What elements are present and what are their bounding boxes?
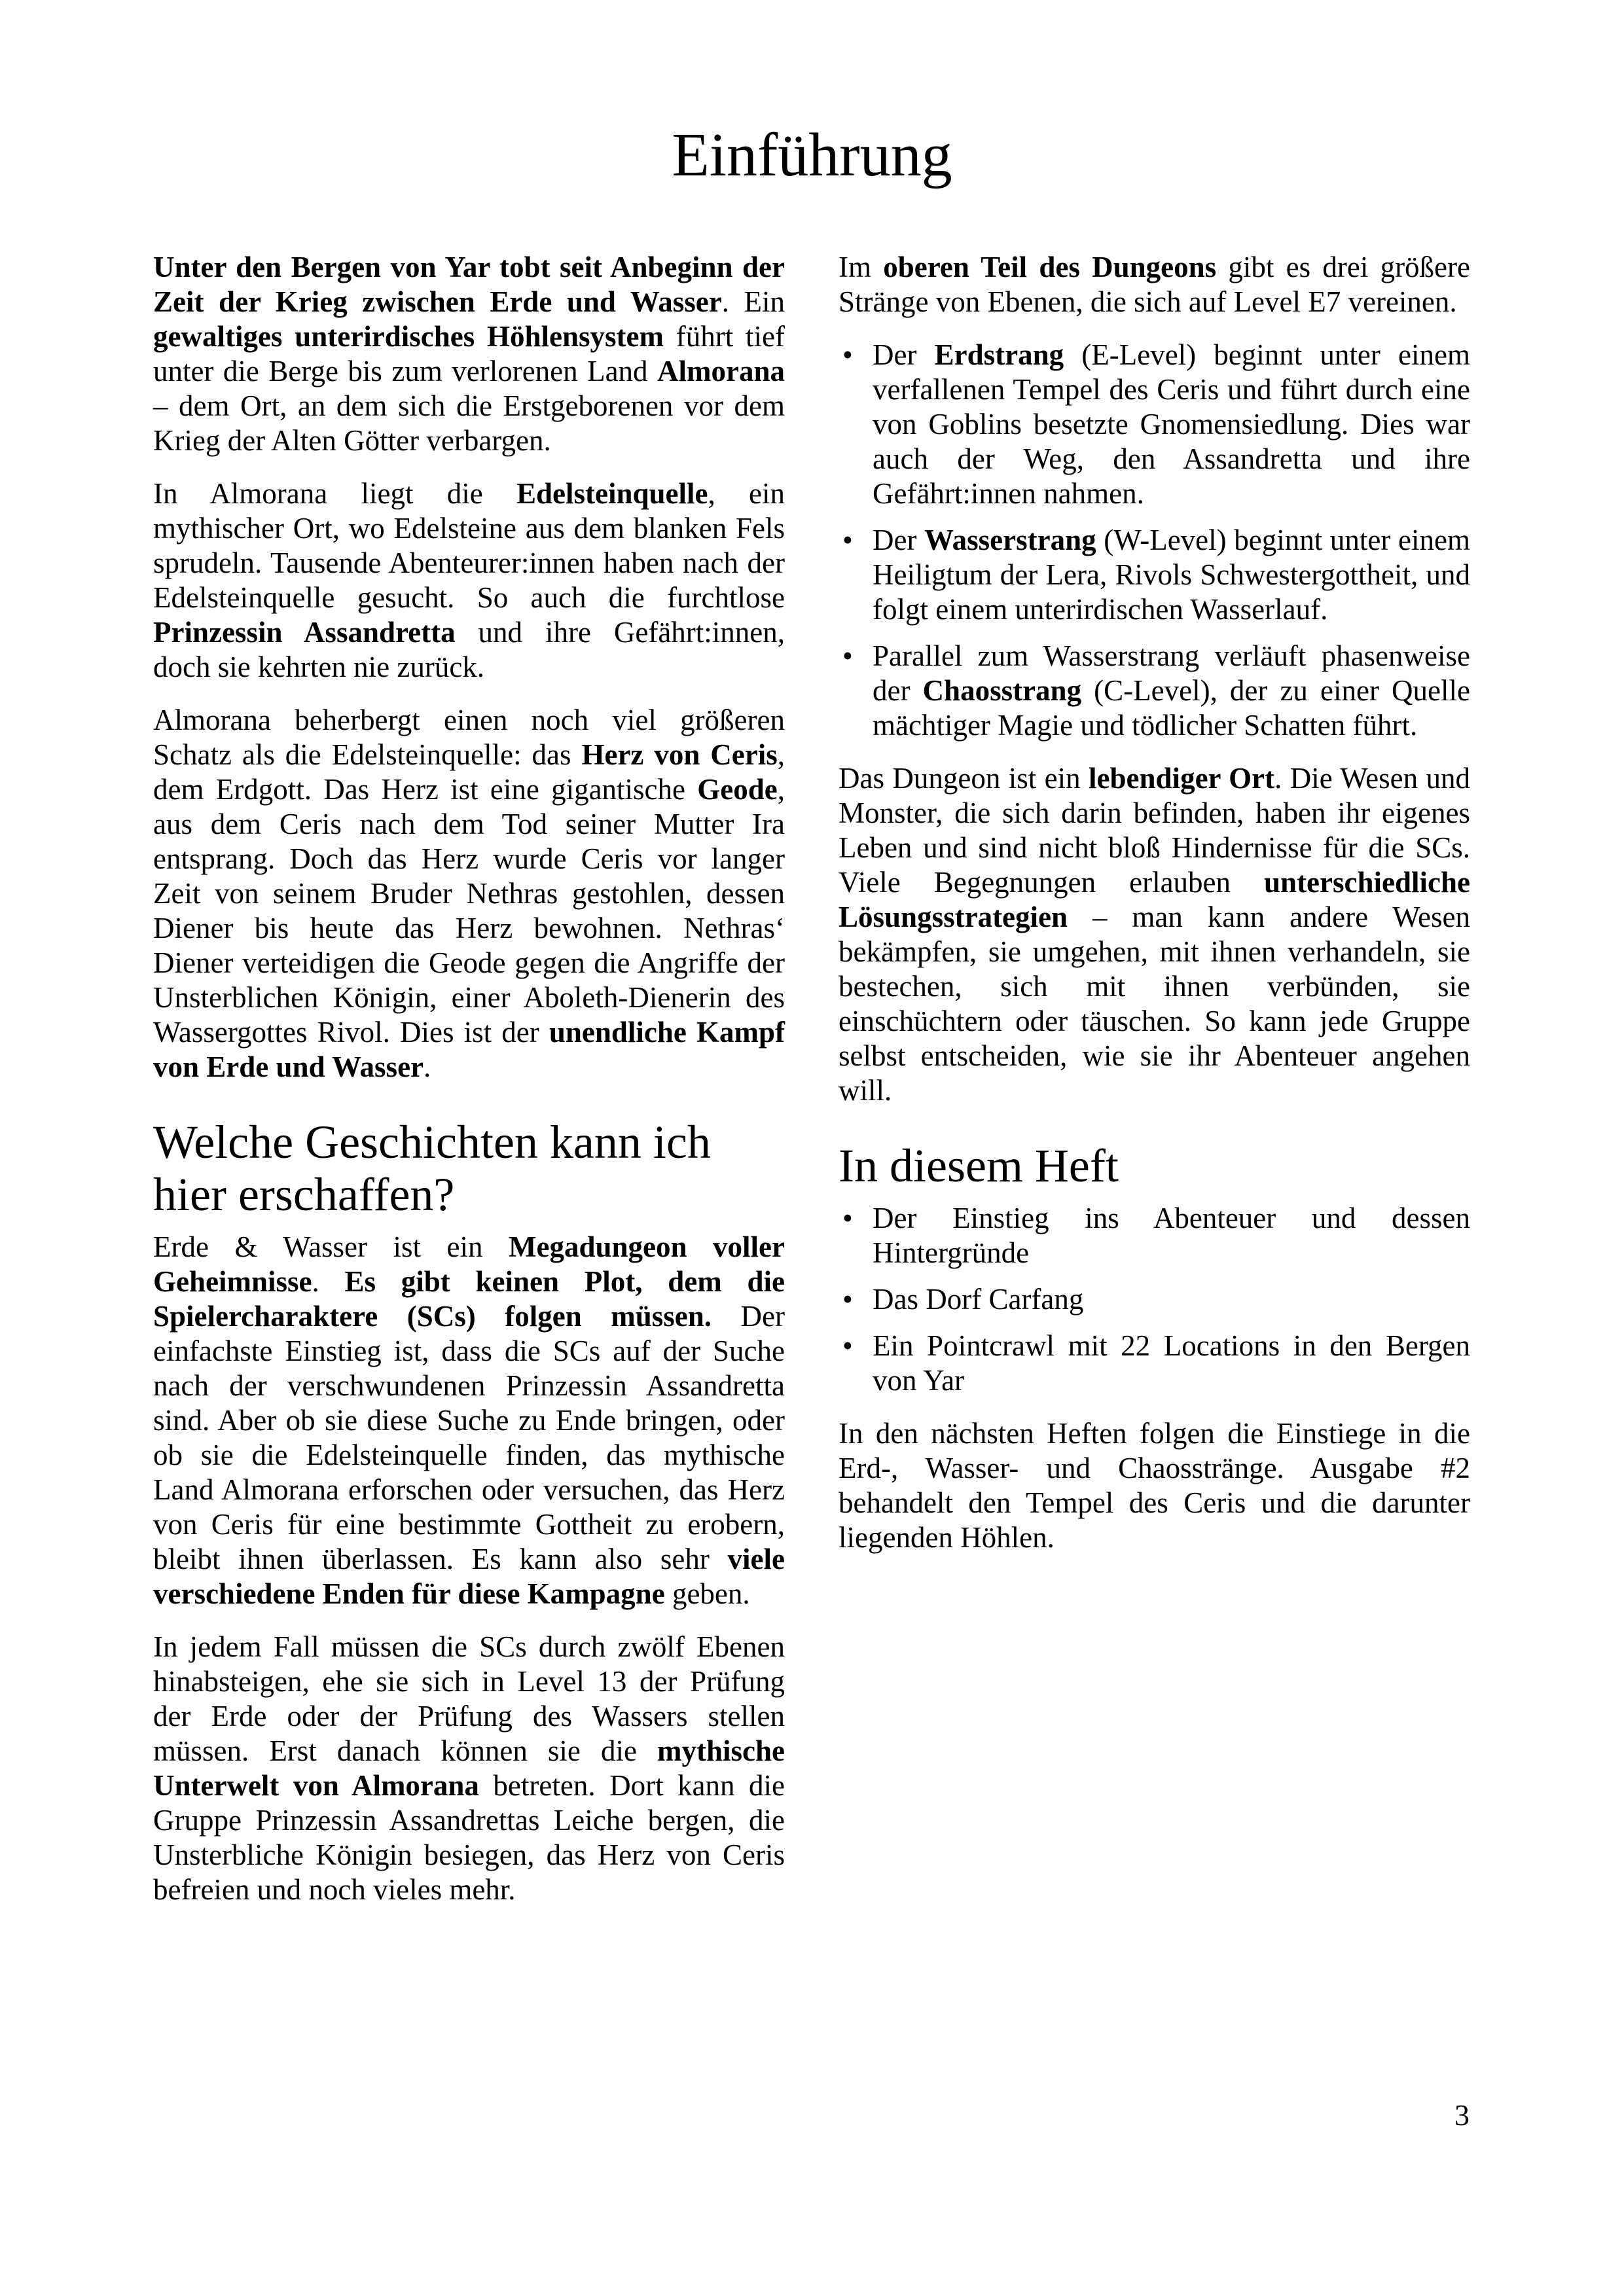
text-run: betreten. Dort kann die Gruppe Prinzessin Assandrettas Leiche bergen, die Unsterbliche Königin besiegen, das Herz von Ceris befreien und noch vieles mehr. [153,1769,785,1906]
text-run: – man kann andere Wesen bekämpfen, sie umgehen, mit ihnen verhandeln, sie bestechen, sich mit ihnen verbünden, sie einschüchtern oder täuschen. So kann jede Gruppe selbst entscheiden, wie sie ihr Abenteuer angehen will. [839,901,1470,1107]
list-item [839,1201,1470,1270]
section-heading: Welche Geschichten kann ich hier erschaffen? [153,1116,711,1221]
text-run: (E-Level) beginnt unter einem verfallenen Tempel des Ceris und führt durch eine von Goblins besetzte Gnomensiedlung. Dies war auch der Weg, den Assandretta und ihre Gefährt:innen nahmen. [873,338,1470,510]
text-run: . [424,1050,431,1083]
bold-text-run: unterschiedliche Lösungsstrategien [839,866,1470,933]
text-run: Erde & Wasser ist ein [153,1230,509,1263]
bullet-list [839,1201,1470,1398]
list-item-text [873,338,1470,511]
text-run: Im [839,251,884,283]
bullet-icon: • [842,639,853,672]
bold-text-run: lebendiger Ort [1089,762,1275,795]
text-run: Ein Pointcrawl mit 22 Locations in den Bergen von Yar [873,1329,1470,1397]
paragraph [839,761,1470,1108]
paragraph [153,476,785,685]
text-run: , ein mythischer Ort, wo Edelsteine aus dem blanken Fels sprudeln. Tausende Abenteurer:innen haben nach der Edelsteinquelle gesucht. So auch die furchtlose [153,477,785,614]
bold-text-run: Edelsteinquelle [516,477,708,510]
right-column [839,250,1470,1926]
text-run: . [312,1265,345,1298]
paragraph [153,1630,785,1907]
text-run: – dem Ort, an dem sich die Erstgeborenen vor dem Krieg der Alten Götter verbargen. [153,389,785,457]
text-run: geben. [664,1577,750,1610]
list-item [839,1282,1470,1317]
text-run: , aus dem Ceris nach dem Tod seiner Mutter Ira entsprang. Doch das Herz wurde Ceris vor langer Zeit von seinem Bruder Nethras gestohlen, dessen Diener bis heute das Herz bewohnen. Nethras‘ Diener verteidigen die Geode gegen die Angriffe der Unsterblichen Königin, einer Aboleth-Dienerin des Wassergottes Rivol. Dies ist der [153,773,785,1049]
bold-text-run: viele verschiedene Enden für diese Kampagne [153,1543,785,1610]
bullet-icon: • [842,1329,853,1362]
bold-text-run: Erdstrang [934,338,1064,371]
bold-text-run: Es gibt keinen Plot, dem die Spielercharaktere (SCs) folgen müssen. [153,1265,785,1333]
two-column-layout [0,189,1624,1926]
bold-text-run: gewaltiges unterirdisches Höhlensystem [153,320,664,353]
text-run: Parallel zum Wasserstrang verläuft phasenweise der [873,639,1470,707]
list-item [839,523,1470,627]
bold-text-run: Geode [697,773,778,806]
text-run: (C-Level), der zu einer Quelle mächtiger Magie und tödlicher Schatten führt. [873,674,1470,742]
list-item-text [873,523,1470,627]
paragraph [153,703,785,1085]
text-run: Das Dungeon ist ein [839,762,1089,795]
list-item-text [873,1329,1470,1398]
bullet-icon: • [842,1283,853,1316]
list-item [839,338,1470,511]
text-run: führt tief unter die Berge bis zum verlorenen Land [153,320,785,387]
text-run: Der Einstieg ins Abenteuer und dessen Hintergründe [873,1202,1470,1269]
list-item-text [873,1282,1470,1317]
text-run: . Die Wesen und Monster, die sich darin befinden, haben ihr eigenes Leben und sind nicht bloß Hindernisse für die SCs. Viele Begegnungen erlauben [839,762,1470,899]
paragraph [839,1416,1470,1555]
bold-text-run: mythische Unterwelt von Almorana [153,1734,785,1802]
text-run: In den nächsten Heften folgen die Einstiege in die Erd-, Wasser- und Chaosstränge. Ausgabe #2 behandelt den Tempel des Ceris und die darunter liegenden Höhlen. [839,1417,1470,1554]
text-run: In jedem Fall müssen die SCs durch zwölf Ebenen hinabsteigen, ehe sie sich in Level 13 der Prüfung der Erde oder der Prüfung des Wassers stellen müssen. Erst danach können sie die [153,1630,785,1767]
text-run: . Ein [721,285,785,318]
text-run: In Almorana liegt die [153,477,516,510]
bold-text-run: Unter den Bergen von Yar tobt seit Anbeginn der Zeit der Krieg zwischen Erde und Wasser [153,251,785,318]
bold-text-run: Megadungeon voller Geheimnisse [153,1230,785,1298]
paragraph [153,250,785,458]
text-run: Der [873,338,935,371]
list-item-text [873,639,1470,743]
text-run: , dem Erdgott. Das Herz ist eine gigantische [153,738,785,806]
list-item [839,639,1470,743]
text-run: Almorana beherbergt einen noch viel größeren Schatz als die Edelsteinquelle: das [153,704,785,771]
bold-text-run: Prinzessin Assandretta [153,616,456,649]
list-item-text [873,1201,1470,1270]
bullet-icon: • [842,338,853,371]
bullet-icon: • [842,1202,853,1234]
bullet-list [839,338,1470,743]
text-run: Der einfachste Einstieg ist, dass die SCs auf der Suche nach der verschwundenen Prinzessin Assandretta sind. Aber ob sie diese Suche zu Ende bringen, oder ob sie die Edelsteinquelle finden, das mythische Land Almorana erforschen oder versuchen, das Herz von Ceris für eine bestimmte Gottheit zu erobern, bleibt ihnen überlassen. Es kann also sehr [153,1300,785,1575]
page-number: 3 [1454,2098,1470,2132]
text-run: und ihre Gefährt:innen, doch sie kehrten nie zurück. [153,616,785,683]
bold-text-run: Wasserstrang [924,524,1096,556]
bullet-icon: • [842,524,853,556]
paragraph [153,1230,785,1611]
bold-text-run: unendliche Kampf von Erde und Wasser [153,1016,785,1083]
text-run: gibt es drei größere Stränge von Ebenen, die sich auf Level E7 vereinen. [839,251,1470,318]
left-column [153,250,785,1926]
text-run: Der [873,524,925,556]
paragraph [839,250,1470,319]
page-title: Einführung [672,121,952,189]
bold-text-run: oberen Teil des Dungeons [883,251,1217,283]
bold-text-run: Chaosstrang [922,674,1082,707]
text-run: (W-Level) beginnt unter einem Heiligtum der Lera, Rivols Schwestergottheit, und folgt einem unterirdischen Wasserlauf. [873,524,1470,626]
bold-text-run: Almorana [657,355,785,387]
text-run: Das Dorf Carfang [873,1283,1084,1316]
list-item [839,1329,1470,1398]
section-heading: In diesem Heft [839,1139,1119,1192]
bold-text-run: Herz von Ceris [581,738,778,771]
